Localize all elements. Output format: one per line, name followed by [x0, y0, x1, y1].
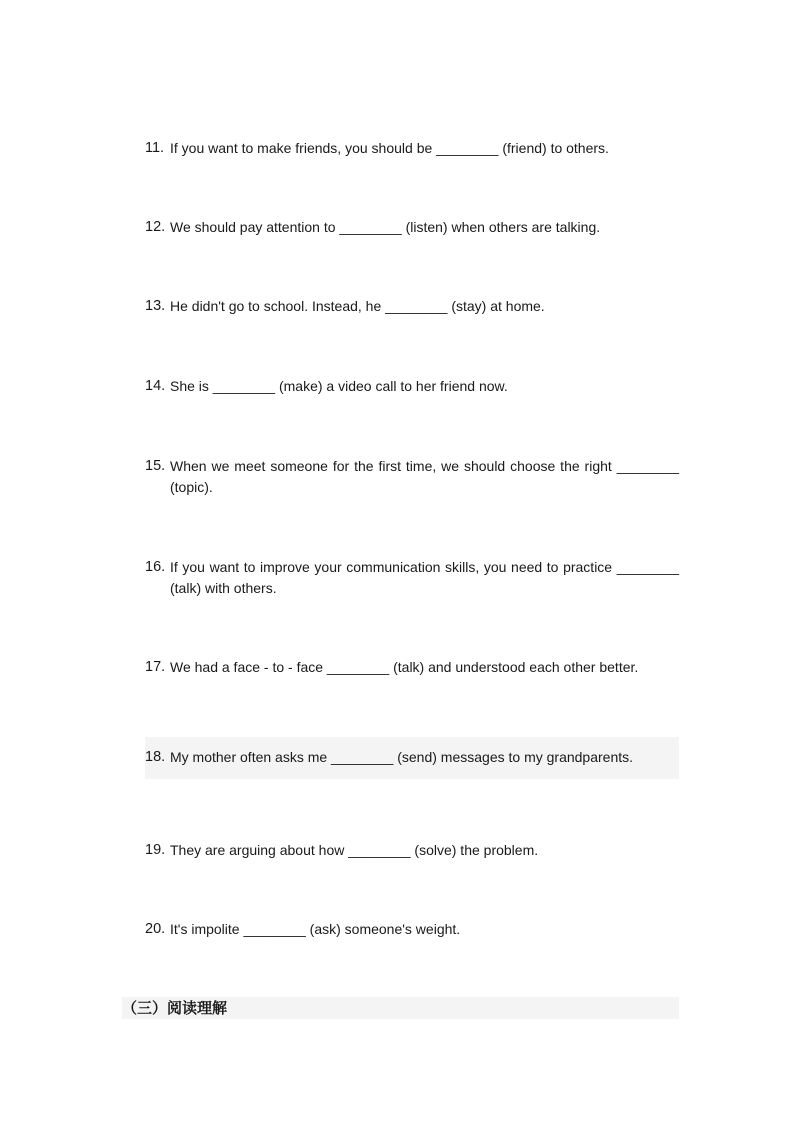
- question-18: [145, 737, 679, 779]
- question-text: My mother often asks me ________ (send) messages to my grandparents.: [170, 749, 634, 765]
- question-number: 20.: [145, 921, 166, 937]
- question-text: If you want to improve your communication skills, you need to practice ________ (talk) with others.: [170, 559, 679, 596]
- question-number: 12.: [145, 219, 166, 235]
- question-text: She is ________ (make) a video call to her friend now.: [170, 378, 508, 394]
- question-number: 15.: [145, 458, 166, 474]
- question-11: [145, 138, 679, 159]
- question-text: We had a face - to - face ________ (talk) and understood each other better.: [170, 659, 639, 675]
- question-text: He didn't go to school. Instead, he ________ (stay) at home.: [170, 298, 545, 314]
- question-15: [145, 456, 679, 498]
- question-13: [145, 296, 679, 317]
- question-19: [145, 840, 679, 861]
- question-17: [145, 657, 679, 678]
- question-text: They are arguing about how ________ (solve) the problem.: [170, 842, 539, 858]
- question-text: When we meet someone for the first time, we should choose the right ________ (topic).: [170, 458, 679, 495]
- question-text: We should pay attention to ________ (listen) when others are talking.: [170, 219, 601, 235]
- question-number: 18.: [145, 749, 166, 765]
- question-number: 11.: [145, 140, 165, 156]
- question-20: [145, 919, 679, 940]
- question-16: [145, 557, 679, 599]
- question-text: It's impolite ________ (ask) someone's weight.: [170, 921, 461, 937]
- question-number: 17.: [145, 659, 166, 675]
- question-12: [145, 217, 679, 238]
- question-text: If you want to make friends, you should be ________ (friend) to others.: [170, 140, 609, 156]
- question-number: 16.: [145, 559, 166, 575]
- question-number: 13.: [145, 298, 166, 314]
- question-number: 14.: [145, 378, 166, 394]
- question-14: [145, 376, 679, 397]
- question-number: 19.: [145, 842, 166, 858]
- section-heading: （三）阅读理解: [122, 997, 679, 1019]
